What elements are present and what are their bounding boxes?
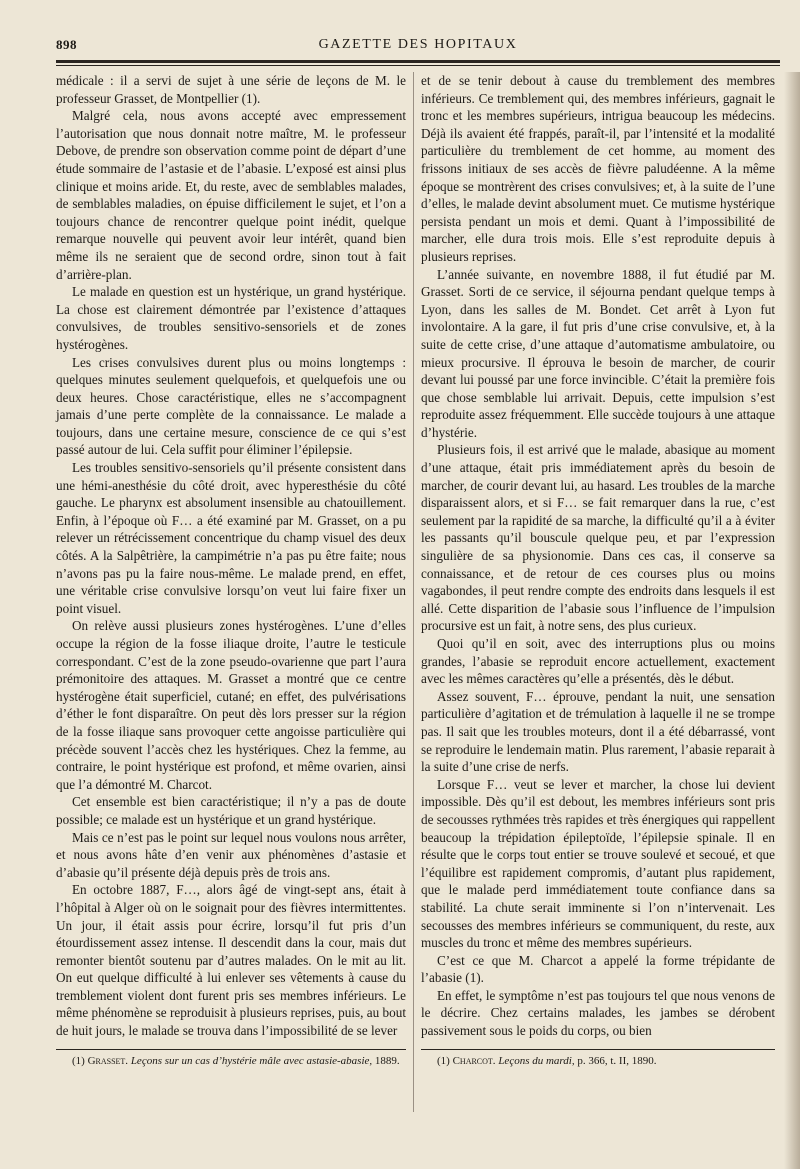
header-rule-thick bbox=[56, 60, 780, 63]
page-header bbox=[56, 34, 780, 54]
page-edge-shadow bbox=[784, 72, 800, 1169]
footnote-rule bbox=[421, 1049, 775, 1050]
paragraph: médicale : il a servi de sujet à une série de leçons de M. le professeur Grasset, de Montpellier (1). bbox=[56, 73, 406, 106]
footnote-number: (1) bbox=[72, 1054, 85, 1067]
paragraph: Malgré cela, nous avons accepté avec empressement l’autorisation que nous donnait notre maître, M. le professeur Debove, de prendre son observation comme point de départ d’une étude sommaire de l’astasie et de l’abasie. L’exposé est ainsi plus clinique et moins aride. Et, du reste, avec de semblables malades, de semblables maladies, on épuise difficilement le sujet, et l’on a toujours chance de rencontrer quelque point inédit, quelque remarque nouvelle qui peuvent avoir leur intérêt, quand bien même ils ne seraient que de second ordre, sinon tout à fait d’arrière-plan. bbox=[56, 108, 406, 282]
footnote-author: Grasset. bbox=[87, 1054, 129, 1067]
paragraph: Assez souvent, F… éprouve, pendant la nuit, une sensation particulière d’agitation et de trémulation à laquelle il ne se trompe pas. Il sait que les troubles moteurs, dont il a été débarrassé, vont se reproduire le lendemain matin. Plus rarement, l’abasie reparait à la suite d’une crise de nerfs. bbox=[421, 688, 775, 775]
footnote-number: (1) bbox=[437, 1054, 450, 1067]
left-column bbox=[56, 72, 406, 1068]
journal-title: GAZETTE DES HOPITAUX bbox=[318, 37, 518, 52]
paragraph: Plusieurs fois, il est arrivé que le malade, abasique au moment d’une attaque, était pris immédiatement après du besoin de marcher, de courir devant lui, au hasard. Les troubles de la marche disparaissent alors, et si F… se fait remarquer dans la rue, c’est seulement par la rapidité de sa marche, la difficulté qu’il a à éviter les passants qu’il bouscule quelque peu, et par l’expression singulière de sa physionomie. Dans ces cas, il conserve sa connaissance, et de retour de ces courses plus ou moins vagabondes, il peut rendre compte des endroits dans lesquels il est allé. Cette disparition de l’abasie sous l’influence de l’impulsion procursive est un fait, à notre sens, des plus curieux. bbox=[421, 442, 775, 634]
footnote-title: Leçons du mardi, bbox=[498, 1054, 575, 1067]
footnote-rule bbox=[56, 1049, 406, 1050]
paragraph: Cet ensemble est bien caractéristique; il n’y a pas de doute possible; ce malade est un hystérique et un grand hystérique. bbox=[56, 794, 406, 827]
paragraph: Quoi qu’il en soit, avec des interruptions plus ou moins grandes, l’abasie se reproduit encore actuellement, exactement avec les mêmes caractères qu’elle a présentés, dès le début. bbox=[421, 636, 775, 687]
paragraph: On relève aussi plusieurs zones hystérogènes. L’une d’elles occupe la région de la fosse iliaque droite, l’autre le testicule correspondant. C’est de la zone pseudo-ovarienne que part l’aura prémonitoire des attaques. M. Grasset a montré que ce centre hystérogène était superficiel, cutané; en effet, des pulvérisations d’éther le font disparaître. On peut dès lors presser sur la région de la fosse iliaque sans provoquer cette angoisse particulière qui précède souvent l’accès chez les hystériques. Chez la femme, au contraire, le point hystérique est profond, et même ovarien, ainsi que l’a démontré M. Charcot. bbox=[56, 618, 406, 792]
paragraph: En octobre 1887, F…, alors âgé de vingt-sept ans, était à l’hôpital à Alger où on le soignait pour des fièvres intermittentes. Un jour, il était assis pour écrire, lorsqu’il fut pris d’un étourdissement assez intense. Il descendit dans la cour, mais dut remonter bientôt soutenu par d’autres malades. On le mit au lit. On eut quelque difficulté à lui enlever ses vêtements à cause du tremblement violent dont furent pris ses membres inférieurs. Le même phénomène se reproduisit à plusieurs reprises, puis, au bout de huit jours, le malade se trouva dans l’impossibilité de se lever bbox=[56, 882, 406, 1039]
footnote-title: Leçons sur un cas d’hystérie mâle avec astasie-abasie, bbox=[130, 1054, 373, 1067]
paragraph: En effet, le symptôme n’est pas toujours tel que nous venons de le décrire. Chez certains malades, les jambes se dérobent passivement sous le poids du corps, ou bien bbox=[421, 987, 775, 1039]
column-separator bbox=[413, 72, 414, 1112]
paragraph: L’année suivante, en novembre 1888, il fut étudié par M. Grasset. Sorti de ce service, il séjourna pendant quelque temps à Lyon, dans les salles de M. Bondet. Cet arrêt à Lyon fut involontaire. A la gare, il fut pris d’une crise convulsive, et, à la suite de cette crise, d’une attaque d’automatisme ambulatoire, ou mieux procursive. Il éprouva le besoin de marcher, de courir devant lui poussé par une force invincible. C’était la première fois que chose semblable lui arrivait. Depuis, cette impulsion s’est reproduite assez fréquemment. Elle succède toujours à une attaque d’hystérie. bbox=[421, 266, 775, 440]
footnote bbox=[56, 1054, 406, 1068]
footnote-year: 1889. bbox=[374, 1054, 400, 1067]
paragraph: C’est ce que M. Charcot a appelé la forme trépidante de l’abasie (1). bbox=[421, 952, 775, 986]
paragraph: et de se tenir debout à cause du tremblement des membres inférieurs. Ce tremblement qui, des membres inférieurs, gagnait le tronc et les membres supérieurs, intrigua beaucoup les médecins. Déjà ils avaient été frappés, paraît-il, par l’intensité et la modalité particulière du tremblement de cet homme, au moment des frissons initiaux de ses accès de fièvre paludéenne. A la même époque se montrèrent des crises convulsives; et, à la suite de l’une d’elles, le malade devint absolument muet. Ce mutisme hystérique persista pendant un mois et demi. Quant à l’impossibilité de marcher, elle dura trois mois. Elle s’est reproduite depuis à plusieurs reprises. bbox=[421, 73, 775, 264]
paragraph: Les crises convulsives durent plus ou moins longtemps : quelques minutes seulement quelquefois, et quelquefois une ou deux heures. Chose caractéristique, elles ne s’accompagnent jamais d’une perte complète de la connaissance. Le malade a toujours, dans une certaine mesure, conscience de ce qui s’est passé autour de lui. Cela suffit pour éliminer l’épilepsie. bbox=[56, 354, 406, 458]
header-rule-thin bbox=[56, 65, 780, 66]
footnote bbox=[421, 1054, 775, 1068]
page-number: 898 bbox=[56, 37, 77, 52]
footnote-author: Charcot. bbox=[452, 1054, 496, 1067]
right-column bbox=[421, 72, 775, 1068]
footnote-rest: p. 366, t. II, 1890. bbox=[577, 1054, 657, 1067]
paragraph: Mais ce n’est pas le point sur lequel nous voulons nous arrêter, et nous avons hâte d’en venir aux phénomènes d’astasie et d’abasie qu’il présente déjà depuis près de trois ans. bbox=[56, 829, 406, 880]
paragraph: Les troubles sensitivo-sensoriels qu’il présente consistent dans une hémi-anesthésie du côté droit, avec hyperesthésie du côté gauche. Le pharynx est absolument insensible au chatouillement. Enfin, à l’époque où F… a été examiné par M. Grasset, on a pu relever un rétrécissement concentrique du champ visuel des deux côtés. A la Salpêtrière, la campimétrie n’a pas pu être faite; nous n’avons pas pu la faire nous-même. Le malade prend, en effet, une véritable crise convulsive lorsqu’on veut lui faire fixer un point visuel. bbox=[56, 460, 406, 616]
paragraph: Le malade en question est un hystérique, un grand hystérique. La chose est clairement démontrée par l’existence d’attaques convulsives, de troubles sensitivo-sensoriels et de zones hystérogènes. bbox=[56, 284, 406, 352]
paragraph: Lorsque F… veut se lever et marcher, la chose lui devient impossible. Dès qu’il est debout, les membres inférieurs sont pris de secousses rythmées très rapides et très énergiques qui rappellent beaucoup la trépidation épileptoïde, l’épilepsie spinale. Il en résulte que le corps tout entier se trouve soulevé et secoué, et que l’équilibre est rapidement compromis, d’autant plus rapidement, que le malade perd immédiatement toute confiance dans sa stabilité. La chute serait imminente si l’on n’intervenait. Les secousses des membres inférieurs se communiquent, du reste, aux muscles du tronc et même des membres supérieurs. bbox=[421, 776, 775, 951]
